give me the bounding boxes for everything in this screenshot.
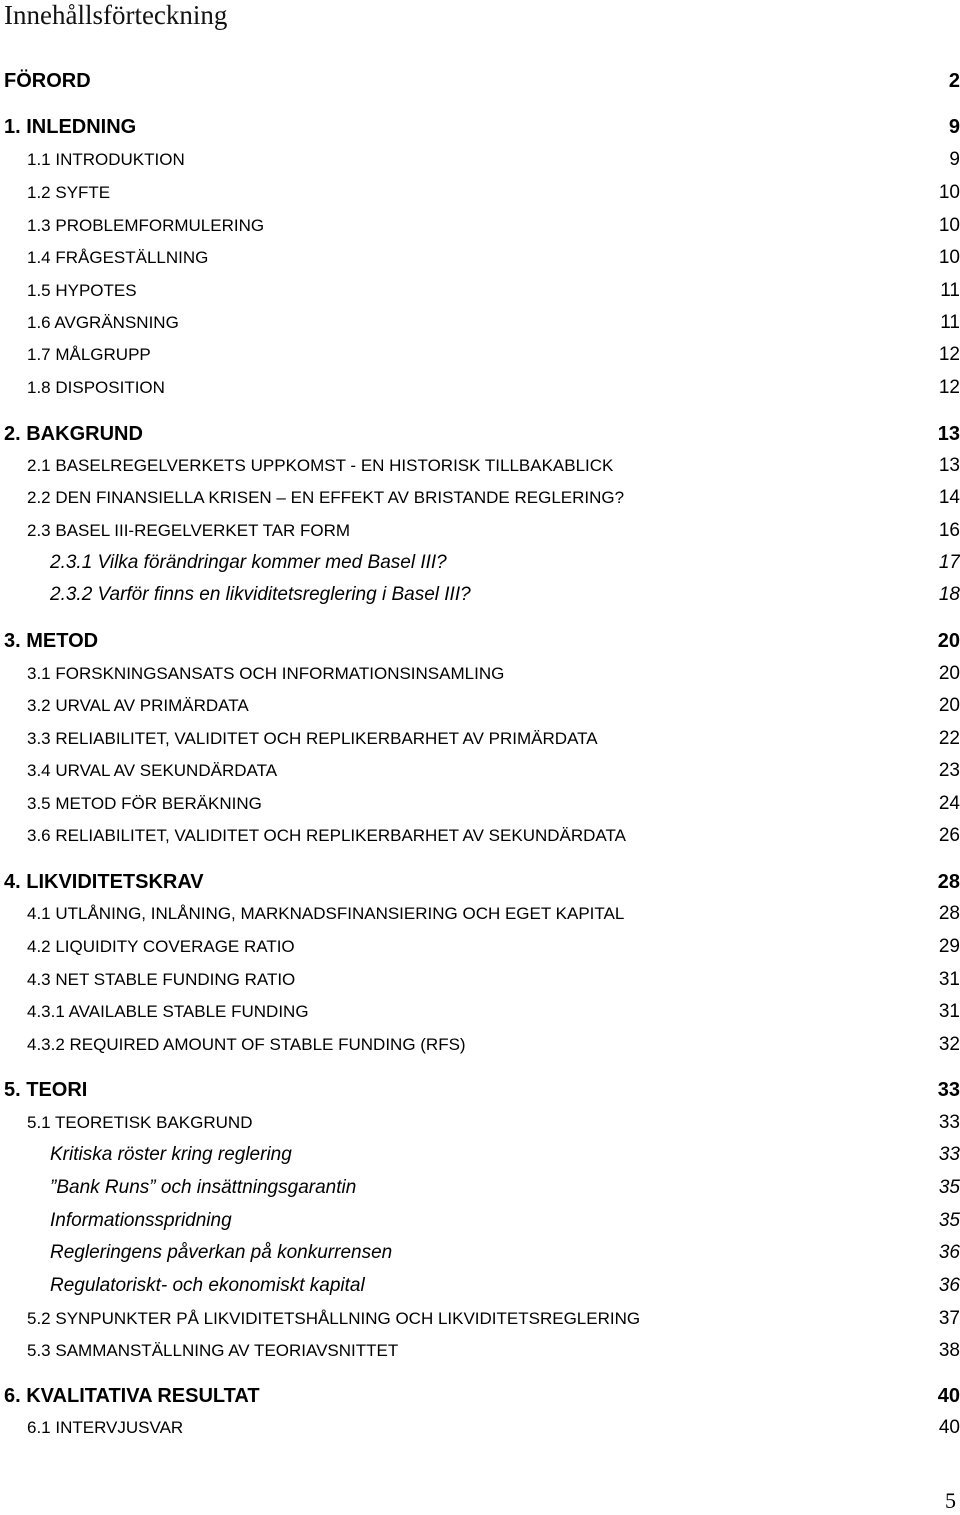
toc-section-entry[interactable] <box>0 822 960 850</box>
toc-entry-label: 3.4 URVAL AV SEKUNDÄRDATA <box>27 761 278 780</box>
toc-entry-label: 5.2 SYNPUNKTER PÅ LIKVIDITETSHÅLLNING OCH LIKVIDITETSREGLERING <box>27 1309 641 1328</box>
toc-section-entry[interactable] <box>0 933 960 961</box>
toc-section-entry[interactable] <box>0 1109 960 1137</box>
toc-entry-page: 10 <box>938 182 960 203</box>
toc-entry-label: 3. METOD <box>4 630 99 652</box>
toc-section-entry[interactable] <box>0 1414 960 1442</box>
toc-entry-page: 22 <box>938 728 960 749</box>
toc-entry-page: 32 <box>938 1034 960 1055</box>
toc-entry-label: 1.5 HYPOTES <box>27 281 137 300</box>
toc-section-entry[interactable] <box>0 452 960 480</box>
toc-entry-label: 2.3.1 Vilka förändringar kommer med Basel III? <box>50 552 447 573</box>
toc-chapter-entry[interactable] <box>0 67 960 95</box>
toc-subsection-entry[interactable] <box>0 1272 960 1300</box>
toc-entry-page: 12 <box>938 377 960 398</box>
toc-section-entry[interactable] <box>0 1337 960 1365</box>
toc-entry-label: 1.7 MÅLGRUPP <box>27 345 151 364</box>
toc-section-entry[interactable] <box>0 725 960 753</box>
toc-entry-label: ”Bank Runs” och insättningsgarantin <box>50 1177 357 1198</box>
toc-entry-page: 14 <box>938 487 960 508</box>
toc-entry-page: 33 <box>938 1144 960 1165</box>
toc-entry-label: 1.8 DISPOSITION <box>27 378 165 397</box>
toc-entry-page: 13 <box>937 423 960 445</box>
toc-entry-label: 1. INLEDNING <box>4 116 137 138</box>
toc-entry-label: FÖRORD <box>4 70 91 92</box>
toc-entry-page: 36 <box>938 1275 960 1296</box>
toc-entry-label: Kritiska röster kring reglering <box>50 1144 292 1165</box>
toc-entry-label: 4. LIKVIDITETSKRAV <box>4 871 204 893</box>
toc-chapter-entry[interactable] <box>0 868 960 896</box>
toc-entry-page: 35 <box>938 1177 960 1198</box>
toc-entry-page: 11 <box>940 312 960 333</box>
toc-entry-page: 31 <box>938 1001 960 1022</box>
toc-entry-page: 16 <box>938 520 960 541</box>
toc-entry-label: 2.3 BASEL III-REGELVERKET TAR FORM <box>27 521 351 540</box>
toc-entry-page: 31 <box>938 969 960 990</box>
toc-section-entry[interactable] <box>0 998 960 1026</box>
toc-entry-page: 12 <box>938 344 960 365</box>
toc-entry-label: 4.1 UTLÅNING, INLÅNING, MARKNADSFINANSIERING OCH EGET KAPITAL <box>27 904 625 923</box>
toc-entry-label: 5.1 TEORETISK BAKGRUND <box>27 1113 253 1132</box>
toc-entry-page: 28 <box>937 871 960 893</box>
toc-entry-page: 20 <box>938 663 960 684</box>
toc-section-entry[interactable] <box>0 484 960 512</box>
toc-entry-label: 2.3.2 Varför finns en likviditetsreglering i Basel III? <box>50 584 471 605</box>
toc-entry-label: 1.3 PROBLEMFORMULERING <box>27 216 265 235</box>
toc-entry-page: 11 <box>940 280 960 301</box>
toc-entry-page: 28 <box>938 903 960 924</box>
toc-entry-page: 36 <box>938 1242 960 1263</box>
toc-entry-label: 1.1 INTRODUKTION <box>27 150 185 169</box>
toc-entry-page: 10 <box>938 247 960 268</box>
toc-entry-page: 40 <box>937 1385 960 1407</box>
toc-entry-page: 40 <box>938 1417 960 1438</box>
toc-section-entry[interactable] <box>0 692 960 720</box>
toc-section-entry[interactable] <box>0 900 960 928</box>
toc-subsection-entry[interactable] <box>0 581 960 609</box>
page-number: 5 <box>945 1488 956 1513</box>
toc-entry-label: 4.3.2 REQUIRED AMOUNT OF STABLE FUNDING (RFS) <box>27 1035 466 1054</box>
toc-entry-label: Informationsspridning <box>50 1210 232 1231</box>
toc-entry-label: 4.3.1 AVAILABLE STABLE FUNDING <box>27 1002 309 1021</box>
toc-entry-page: 24 <box>938 793 960 814</box>
toc-entry-label: 6.1 INTERVJUSVAR <box>27 1418 184 1437</box>
toc-chapter-entry[interactable] <box>0 1076 960 1104</box>
toc-entry-label: 4.3 NET STABLE FUNDING RATIO <box>27 970 296 989</box>
toc-entry-label: 2.1 BASELREGELVERKETS UPPKOMST - EN HISTORISK TILLBAKABLICK <box>27 456 614 475</box>
toc-section-entry[interactable] <box>0 790 960 818</box>
toc-section-entry[interactable] <box>0 179 960 207</box>
toc-entry-label: 2.2 DEN FINANSIELLA KRISEN – EN EFFEKT AV BRISTANDE REGLERING? <box>27 488 625 507</box>
document-title: Innehållsförteckning <box>4 0 228 30</box>
toc-subsection-entry[interactable] <box>0 1141 960 1169</box>
toc-entry-label: 1.2 SYFTE <box>27 183 111 202</box>
toc-entry-label: 1.6 AVGRÄNSNING <box>27 313 179 332</box>
toc-section-entry[interactable] <box>0 146 960 174</box>
toc-chapter-entry[interactable] <box>0 420 960 448</box>
toc-entry-label: 3.6 RELIABILITET, VALIDITET OCH REPLIKERBARHET AV SEKUNDÄRDATA <box>27 826 626 845</box>
toc-entry-page: 2 <box>948 70 960 92</box>
toc-entry-page: 20 <box>937 630 960 652</box>
toc-entry-page: 38 <box>938 1340 960 1361</box>
toc-section-entry[interactable] <box>0 212 960 240</box>
toc-subsection-entry[interactable] <box>0 549 960 577</box>
toc-subsection-entry[interactable] <box>0 1239 960 1267</box>
toc-entry-page: 23 <box>938 760 960 781</box>
toc-section-entry[interactable] <box>0 341 960 369</box>
toc-entry-label: 5. TEORI <box>4 1079 88 1101</box>
toc-section-entry[interactable] <box>0 309 960 337</box>
toc-entry-label: 3.1 FORSKNINGSANSATS OCH INFORMATIONSINSAMLING <box>27 664 505 683</box>
toc-entry-page: 13 <box>938 455 960 476</box>
toc-entry-page: 9 <box>949 149 960 170</box>
toc-entry-label: 3.5 METOD FÖR BERÄKNING <box>27 794 262 813</box>
toc-entry-page: 18 <box>938 584 960 605</box>
toc-entry-page: 20 <box>938 695 960 716</box>
toc-subsection-entry[interactable] <box>0 1174 960 1202</box>
toc-entry-label: 1.4 FRÅGESTÄLLNING <box>27 248 209 267</box>
toc-entry-page: 10 <box>938 215 960 236</box>
toc-subsection-entry[interactable] <box>0 1207 960 1235</box>
toc-section-entry[interactable] <box>0 277 960 305</box>
toc-section-entry[interactable] <box>0 660 960 688</box>
toc-entry-label: 3.3 RELIABILITET, VALIDITET OCH REPLIKERBARHET AV PRIMÄRDATA <box>27 729 598 748</box>
toc-entry-page: 33 <box>938 1112 960 1133</box>
toc-chapter-entry[interactable] <box>0 113 960 141</box>
toc-entry-label: 6. KVALITATIVA RESULTAT <box>4 1385 260 1407</box>
toc-entry-label: 4.2 LIQUIDITY COVERAGE RATIO <box>27 937 295 956</box>
toc-entry-page: 9 <box>948 116 960 138</box>
toc-section-entry[interactable] <box>0 757 960 785</box>
toc-entry-page: 35 <box>938 1210 960 1231</box>
toc-section-entry[interactable] <box>0 244 960 272</box>
toc-entry-page: 33 <box>937 1079 960 1101</box>
toc-entry-page: 37 <box>938 1308 960 1329</box>
toc-entry-label: 3.2 URVAL AV PRIMÄRDATA <box>27 696 249 715</box>
toc-entry-page: 17 <box>938 552 960 573</box>
toc-chapter-entry[interactable] <box>0 1382 960 1410</box>
toc-section-entry[interactable] <box>0 1305 960 1333</box>
toc-entry-page: 26 <box>938 825 960 846</box>
toc-section-entry[interactable] <box>0 374 960 402</box>
toc-entry-label: Regleringens påverkan på konkurrensen <box>50 1242 393 1263</box>
toc-section-entry[interactable] <box>0 1031 960 1059</box>
toc-section-entry[interactable] <box>0 966 960 994</box>
toc-entry-label: 5.3 SAMMANSTÄLLNING AV TEORIAVSNITTET <box>27 1341 399 1360</box>
toc-section-entry[interactable] <box>0 517 960 545</box>
toc-chapter-entry[interactable] <box>0 627 960 655</box>
toc-entry-label: 2. BAKGRUND <box>4 423 143 445</box>
toc-entry-label: Regulatoriskt- och ekonomiskt kapital <box>50 1275 365 1296</box>
toc-entry-page: 29 <box>938 936 960 957</box>
